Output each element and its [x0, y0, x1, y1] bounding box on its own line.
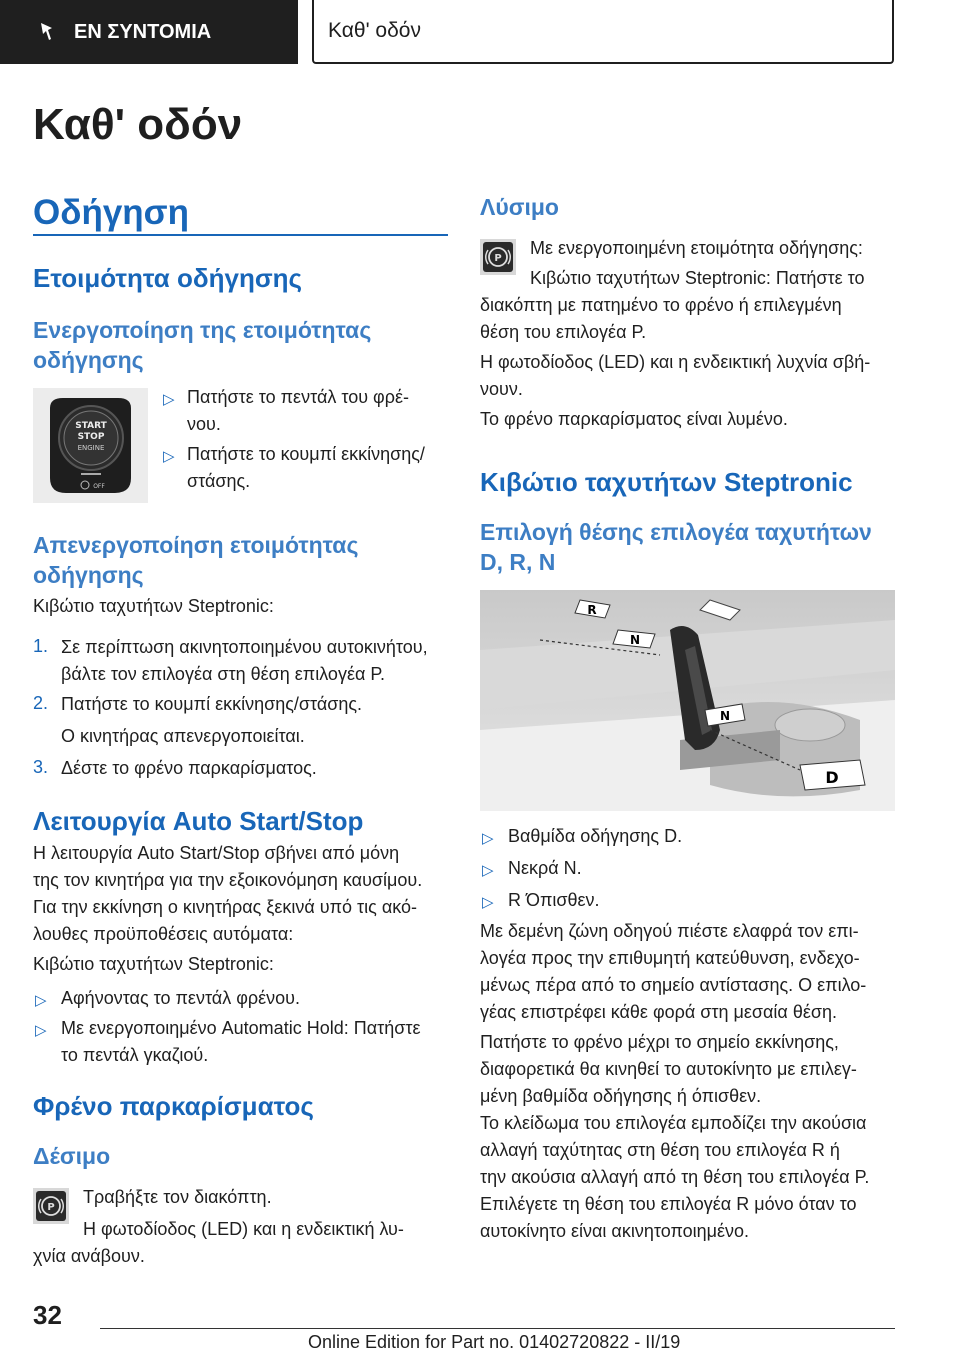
- deactivate-step-3: Δέστε το φρένο παρκαρίσματος.: [61, 758, 317, 778]
- start-stop-illustration: [33, 388, 148, 503]
- autostart-condition-2: Με ενεργοποιημένο Automatic Hold: Πατήστε το πεντάλ γκαζιού.: [61, 1018, 421, 1065]
- gear-drive: Βαθμίδα οδήγησης D.: [508, 826, 683, 846]
- deactivate-intro: Κιβώτιο ταχυτήτων Steptronic:: [33, 596, 274, 616]
- svg-text:D: D: [825, 768, 839, 787]
- release-result: Το φρένο παρκαρίσματος είναι λυμένο.: [480, 409, 788, 429]
- quick-start-tab[interactable]: [0, 0, 298, 64]
- bullet-icon: ▷: [163, 448, 175, 465]
- deactivate-title: Απενεργοποίηση ετοιμότητας οδήγησης: [33, 532, 359, 588]
- bullet-icon: ▷: [482, 830, 494, 847]
- activate-title: Ενεργοποίηση της ετοιμότητας οδήγησης: [33, 317, 372, 373]
- release-led: Η φωτοδίοδος (LED) και η ενδεικτική λυχνία σβή- νουν.: [480, 352, 871, 399]
- bullet-icon: ▷: [35, 992, 47, 1009]
- selector-instructions: Με δεμένη ζώνη οδηγού πιέστε ελαφρά τον επι- λογέα προς την επιθυμητή κατεύθυνση, ενδεχο- μένως πέρα από το σημείο αντίστασης. Ο επιλο- γέας επιστρέφει κάθε φορά στη μεσαία θέση.: [480, 921, 867, 1022]
- gear-selector-illustration: [480, 590, 895, 811]
- svg-text:STOP: STOP: [77, 432, 105, 442]
- release-title: Λύσιμο: [480, 194, 559, 220]
- footer-edition: Online Edition for Part no. 01402720822 - II/19: [308, 1332, 681, 1352]
- release-condition: Με ενεργοποιημένη ετοιμότητα οδήγησης:: [530, 238, 863, 258]
- readiness-title: Ετοιμότητα οδήγησης: [33, 263, 303, 293]
- footer-rule: [100, 1328, 895, 1329]
- autostart-description: Η λειτουργία Auto Start/Stop σβήνει από μόνη της τον κινητήρα για την εξοικονόμηση καυσίμου. Για την εκκίνηση ο κινητήρας ξεκινά υπό τις ακό- λουθες προϋποθέσεις αυτόματα:: [33, 843, 423, 944]
- svg-text:OFF: OFF: [93, 483, 105, 490]
- gear-selector-image: [480, 590, 895, 811]
- section-title-driving: Οδήγηση: [33, 193, 189, 232]
- lock-step-2-cont: χνία ανάβουν.: [33, 1246, 145, 1266]
- svg-text:N: N: [719, 709, 731, 723]
- lock-title: Δέσιμο: [33, 1143, 111, 1169]
- bullet-icon: ▷: [482, 894, 494, 911]
- deactivate-step-2: Πατήστε το κουμπί εκκίνησης/στάσης.: [61, 694, 363, 714]
- page-title: Καθ' οδόν: [33, 100, 243, 149]
- steptronic-title: Κιβώτιο ταχυτήτων Steptronic: [480, 467, 853, 497]
- parking-brake-icon: [33, 1188, 69, 1224]
- reverse-info: Επιλέγετε τη θέση του επιλογέα R μόνο όταν το αυτοκίνητο είναι ακινητοποιημένο.: [480, 1194, 857, 1241]
- gear-reverse: R Όπισθεν.: [508, 890, 600, 910]
- parking-brake-icon: [480, 239, 516, 275]
- svg-text:ENGINE: ENGINE: [77, 444, 105, 452]
- bullet-icon: ▷: [482, 862, 494, 879]
- svg-text:R: R: [587, 603, 597, 617]
- select-position-title: Επιλογή θέσης επιλογέα ταχυτήτων D, R, N: [480, 519, 872, 575]
- activate-step-2: Πατήστε το κουμπί εκκίνησης/ στάσης.: [187, 444, 425, 491]
- deactivate-step-2-result: Ο κινητήρας απενεργοποιείται.: [61, 726, 305, 746]
- autostart-intro: Κιβώτιο ταχυτήτων Steptronic:: [33, 954, 274, 974]
- quick-start-label: ΕΝ ΣΥΝΤΟΜΙΑ: [74, 20, 212, 43]
- star-pointer-icon: [38, 20, 62, 44]
- lock-step-1: Τραβήξτε τον διακόπτη.: [83, 1187, 272, 1207]
- bullet-icon: ▷: [163, 391, 175, 408]
- svg-text:P: P: [494, 253, 502, 264]
- selector-lock-info: Το κλείδωμα του επιλογέα εμποδίζει την ακούσια αλλαγή ταχύτητας στη θέση του επιλογέα R ή την ακούσια αλλαγή από τη θέση του επιλογέα P.: [480, 1113, 870, 1187]
- activate-step-1: Πατήστε το πεντάλ του φρέ- νου.: [187, 387, 409, 434]
- gear-neutral: Νεκρά N.: [508, 858, 582, 878]
- breadcrumb-label: Καθ' οδόν: [328, 19, 421, 42]
- step-number: 1.: [33, 636, 49, 656]
- deactivate-step-1: Σε περίπτωση ακινητοποιημένου αυτοκινήτου, βάλτε τον επιλογέα στη θέση επιλογέα P.: [61, 637, 428, 684]
- page-number: 32: [33, 1300, 62, 1330]
- brake-instructions: Πατήστε το φρένο μέχρι το σημείο εκκίνησης, διαφορετικά θα κινηθεί το αυτοκίνητο με επιλεγ- μένη βαθμίδα οδήγησης ή όπισθεν.: [480, 1032, 857, 1106]
- parking-brake-title: Φρένο παρκαρίσματος: [33, 1091, 314, 1121]
- bullet-icon: ▷: [35, 1022, 47, 1039]
- svg-text:N: N: [629, 633, 641, 647]
- breadcrumb[interactable]: [312, 0, 894, 64]
- svg-text:START: START: [75, 421, 107, 431]
- step-number: 3.: [33, 757, 49, 777]
- start-stop-button-image: [33, 388, 148, 503]
- release-step-cont: διακόπτη με πατημένο το φρένο ή επιλεγμένη θέση του επιλογέα P.: [480, 295, 842, 342]
- section-rule: [33, 234, 448, 236]
- svg-text:P: P: [47, 1202, 55, 1213]
- step-number: 2.: [33, 693, 49, 713]
- lock-step-2: Η φωτοδίοδος (LED) και η ενδεικτική λυ-: [83, 1219, 404, 1239]
- autostart-condition-1: Αφήνοντας το πεντάλ φρένου.: [61, 988, 301, 1008]
- autostart-title: Λειτουργία Auto Start/Stop: [33, 806, 364, 836]
- release-step: Κιβώτιο ταχυτήτων Steptronic: Πατήστε το: [530, 268, 865, 288]
